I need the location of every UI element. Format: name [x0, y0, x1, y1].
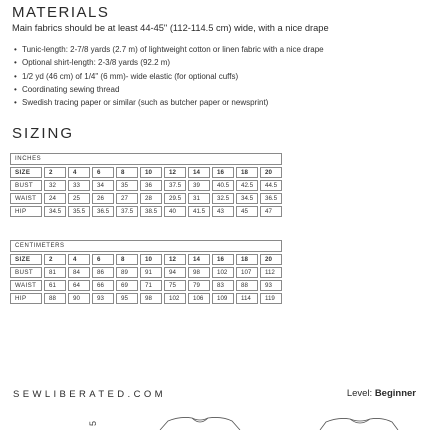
measurement-cell: 37.5 [164, 180, 186, 191]
materials-subtitle: Main fabrics should be at least 44-45" (112-114.5 cm) wide, with a nice drape [12, 23, 329, 33]
table-row [10, 206, 282, 217]
measurement-cell: 40 [164, 206, 186, 217]
size-header-cell: 2 [44, 254, 66, 265]
row-label: WAIST [10, 280, 42, 291]
table-row [10, 180, 282, 191]
size-header-cell: 20 [260, 167, 282, 178]
materials-heading: MATERIALS [12, 4, 110, 21]
measurement-cell: 32.5 [212, 193, 234, 204]
measurement-cell: 88 [44, 293, 66, 304]
measurement-cell: 94 [164, 267, 186, 278]
measurement-cell: 35.5 [68, 206, 90, 217]
measurement-cell: 27 [116, 193, 138, 204]
table-caption: INCHES [10, 153, 282, 165]
measurement-cell: 106 [188, 293, 210, 304]
materials-item: • Coordinating sewing thread [14, 83, 324, 96]
materials-item: • Optional shirt-length: 2-3/8 yards (92.2 m) [14, 56, 324, 69]
measurement-cell: 36 [140, 180, 162, 191]
table-row [10, 267, 282, 278]
skill-level-label: Level: [346, 388, 373, 399]
garment-sketch-illustration [0, 412, 430, 430]
measurement-cell: 24 [44, 193, 66, 204]
measurement-cell: 25 [68, 193, 90, 204]
measurement-cell: 36.5 [260, 193, 282, 204]
measurement-cell: 37.5 [116, 206, 138, 217]
size-header-cell: 8 [116, 167, 138, 178]
measurement-cell: 36.5 [92, 206, 114, 217]
materials-list [14, 43, 324, 109]
measurement-cell: 34 [92, 180, 114, 191]
measurement-cell: 91 [140, 267, 162, 278]
measurement-cell: 93 [92, 293, 114, 304]
measurement-cell: 31 [188, 193, 210, 204]
table-row [10, 293, 282, 304]
svg-text:5: 5 [88, 420, 98, 426]
size-header-cell: 8 [116, 254, 138, 265]
size-header-cell: 4 [68, 167, 90, 178]
measurement-cell: 69 [116, 280, 138, 291]
measurement-cell: 39 [188, 180, 210, 191]
size-header-cell: 18 [236, 254, 258, 265]
table-row [10, 280, 282, 291]
table-caption: CENTIMETERS [10, 240, 282, 252]
size-header-cell: 6 [92, 167, 114, 178]
row-label: SIZE [10, 254, 42, 265]
measurement-cell: 26 [92, 193, 114, 204]
materials-item: • Tunic-length: 2-7/8 yards (2.7 m) of lightweight cotton or linen fabric with a nice drape [14, 43, 324, 56]
measurement-cell: 89 [116, 267, 138, 278]
size-header-cell: 4 [68, 254, 90, 265]
measurement-cell: 40.5 [212, 180, 234, 191]
measurement-cell: 83 [212, 280, 234, 291]
website-label: SEWLIBERATED.COM [13, 389, 166, 400]
measurement-cell: 102 [212, 267, 234, 278]
measurement-cell: 47 [260, 206, 282, 217]
measurement-cell: 81 [44, 267, 66, 278]
row-label: BUST [10, 267, 42, 278]
size-header-cell: 20 [260, 254, 282, 265]
measurement-cell: 98 [140, 293, 162, 304]
measurement-cell: 84 [68, 267, 90, 278]
measurement-cell: 107 [236, 267, 258, 278]
measurement-cell: 44.5 [260, 180, 282, 191]
measurement-cell: 45 [236, 206, 258, 217]
materials-item: • Swedish tracing paper or similar (such as butcher paper or newsprint) [14, 96, 324, 109]
measurement-cell: 66 [92, 280, 114, 291]
table-row [10, 167, 282, 178]
measurement-cell: 34.5 [236, 193, 258, 204]
measurement-cell: 29.5 [164, 193, 186, 204]
measurement-cell: 43 [212, 206, 234, 217]
size-header-cell: 2 [44, 167, 66, 178]
row-label: HIP [10, 206, 42, 217]
size-header-cell: 14 [188, 167, 210, 178]
measurement-cell: 119 [260, 293, 282, 304]
skill-level-value: Beginner [374, 388, 416, 399]
measurement-cell: 90 [68, 293, 90, 304]
table-row [10, 193, 282, 204]
measurement-cell: 38.5 [140, 206, 162, 217]
row-label: HIP [10, 293, 42, 304]
size-table-inches [8, 151, 284, 219]
row-label: BUST [10, 180, 42, 191]
size-header-cell: 6 [92, 254, 114, 265]
measurement-cell: 112 [260, 267, 282, 278]
measurement-cell: 41.5 [188, 206, 210, 217]
measurement-cell: 79 [188, 280, 210, 291]
row-label: SIZE [10, 167, 42, 178]
measurement-cell: 95 [116, 293, 138, 304]
measurement-cell: 75 [164, 280, 186, 291]
row-label: WAIST [10, 193, 42, 204]
measurement-cell: 64 [68, 280, 90, 291]
size-header-cell: 10 [140, 167, 162, 178]
measurement-cell: 28 [140, 193, 162, 204]
size-header-cell: 16 [212, 167, 234, 178]
table-row [10, 254, 282, 265]
measurement-cell: 34.5 [44, 206, 66, 217]
measurement-cell: 109 [212, 293, 234, 304]
materials-item: • 1/2 yd (46 cm) of 1/4" (6 mm)- wide elastic (for optional cuffs) [14, 70, 324, 83]
size-header-cell: 10 [140, 254, 162, 265]
size-header-cell: 18 [236, 167, 258, 178]
measurement-cell: 42.5 [236, 180, 258, 191]
measurement-cell: 71 [140, 280, 162, 291]
size-header-cell: 12 [164, 167, 186, 178]
measurement-cell: 86 [92, 267, 114, 278]
measurement-cell: 35 [116, 180, 138, 191]
skill-level [347, 388, 416, 399]
measurement-cell: 33 [68, 180, 90, 191]
size-header-cell: 14 [188, 254, 210, 265]
size-header-cell: 12 [164, 254, 186, 265]
measurement-cell: 61 [44, 280, 66, 291]
measurement-cell: 114 [236, 293, 258, 304]
size-table-centimeters [8, 238, 284, 306]
sizing-heading: SIZING [12, 125, 75, 142]
measurement-cell: 102 [164, 293, 186, 304]
measurement-cell: 32 [44, 180, 66, 191]
measurement-cell: 98 [188, 267, 210, 278]
size-header-cell: 16 [212, 254, 234, 265]
measurement-cell: 93 [260, 280, 282, 291]
measurement-cell: 88 [236, 280, 258, 291]
